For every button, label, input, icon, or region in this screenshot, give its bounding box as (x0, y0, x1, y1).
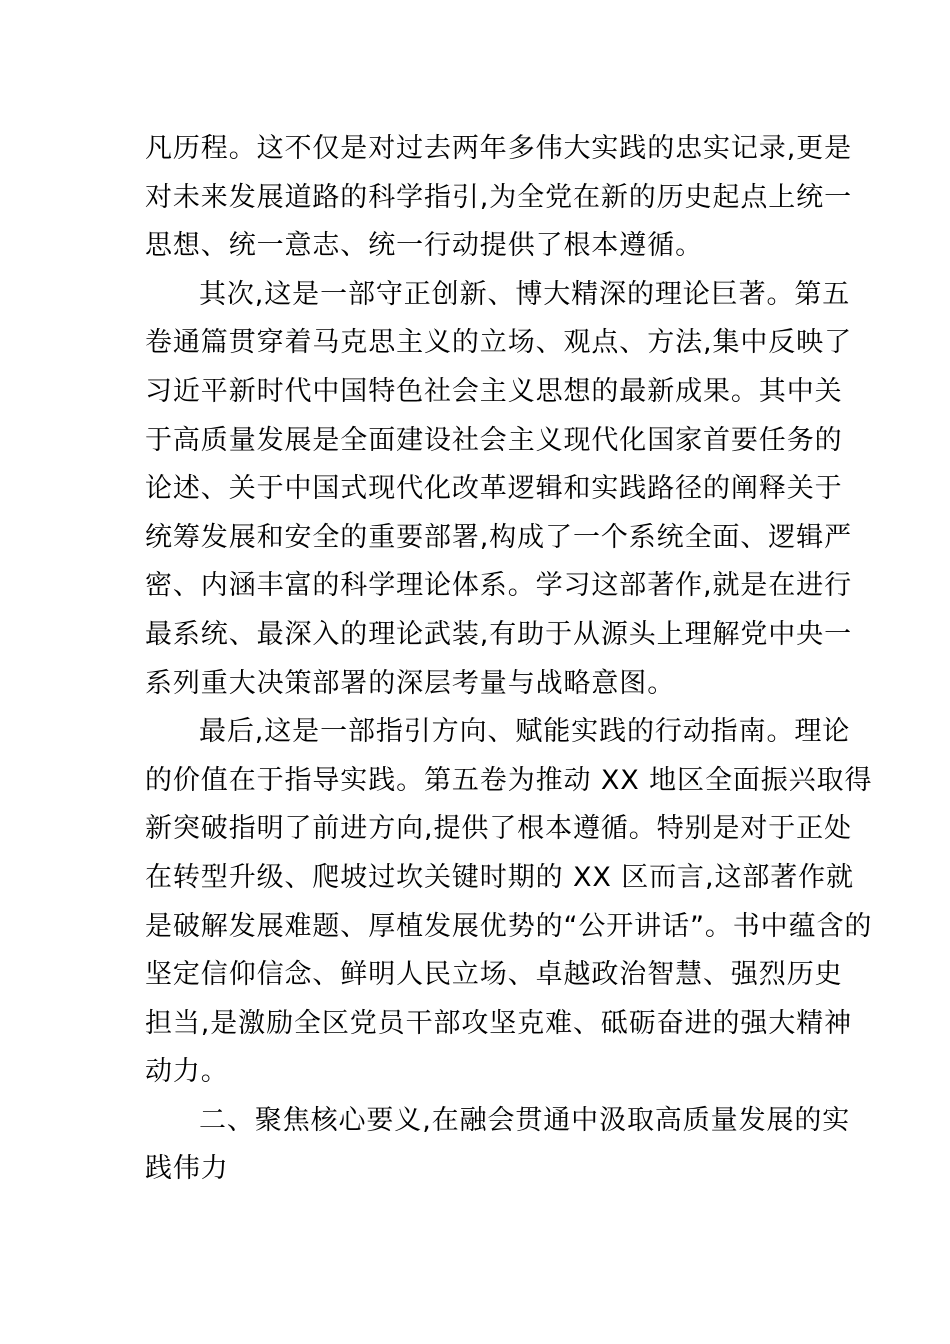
text-line: 新突破指明了前进方向,提供了根本遵循。特别是对于正处 (145, 813, 852, 845)
text-line: 系列重大决策部署的深层考量与战略意图。 (145, 667, 676, 699)
text-line: 思想、统一意志、统一行动提供了根本遵循。 (145, 230, 703, 262)
text-line: 坚定信仰信念、鲜明人民立场、卓越政治智慧、强烈历史 (145, 959, 843, 991)
text-line: 凡历程。这不仅是对过去两年多伟大实践的忠实记录,更是 (145, 133, 852, 164)
text-line: 统筹发展和安全的重要部署,构成了一个系统全面、逻辑严 (145, 521, 852, 553)
text-line: 担当,是激励全区党员干部攻坚克难、砥砺奋进的强大精神 (145, 1007, 852, 1039)
section-heading-line: 践伟力 (145, 1153, 229, 1185)
section-heading-line: 二、聚焦核心要义,在融会贯通中汲取高质量发展的实 (199, 1104, 851, 1136)
text-line: 习近平新时代中国特色社会主义思想的最新成果。其中关 (145, 375, 843, 407)
text-line: 在转型升级、爬坡过坎关键时期的 XX 区而言,这部著作就 (145, 861, 854, 893)
text-line: 于高质量发展是全面建设社会主义现代化国家首要任务的 (145, 424, 843, 456)
text-line: 是破解发展难题、厚植发展优势的“公开讲话”。书中蕴含的 (145, 910, 873, 942)
text-line: 对未来发展道路的科学指引,为全党在新的历史起点上统一 (145, 181, 852, 213)
paragraph-start-line: 最后,这是一部指引方向、赋能实践的行动指南。理论 (199, 716, 851, 748)
document-body (145, 125, 873, 1194)
paragraph-start-line: 其次,这是一部守正创新、博大精深的理论巨著。第五 (199, 278, 851, 310)
text-line: 的价值在于指导实践。第五卷为推动 XX 地区全面振兴取得 (145, 764, 873, 796)
text-line: 论述、关于中国式现代化改革逻辑和实践路径的阐释关于 (145, 473, 843, 505)
text-line: 动力。 (145, 1056, 229, 1088)
text-line: 最系统、最深入的理论武装,有助于从源头上理解党中央一 (145, 618, 852, 650)
text-line: 密、内涵丰富的科学理论体系。学习这部著作,就是在进行 (145, 570, 852, 602)
text-line: 卷通篇贯穿着马克思主义的立场、观点、方法,集中反映了 (145, 327, 852, 359)
